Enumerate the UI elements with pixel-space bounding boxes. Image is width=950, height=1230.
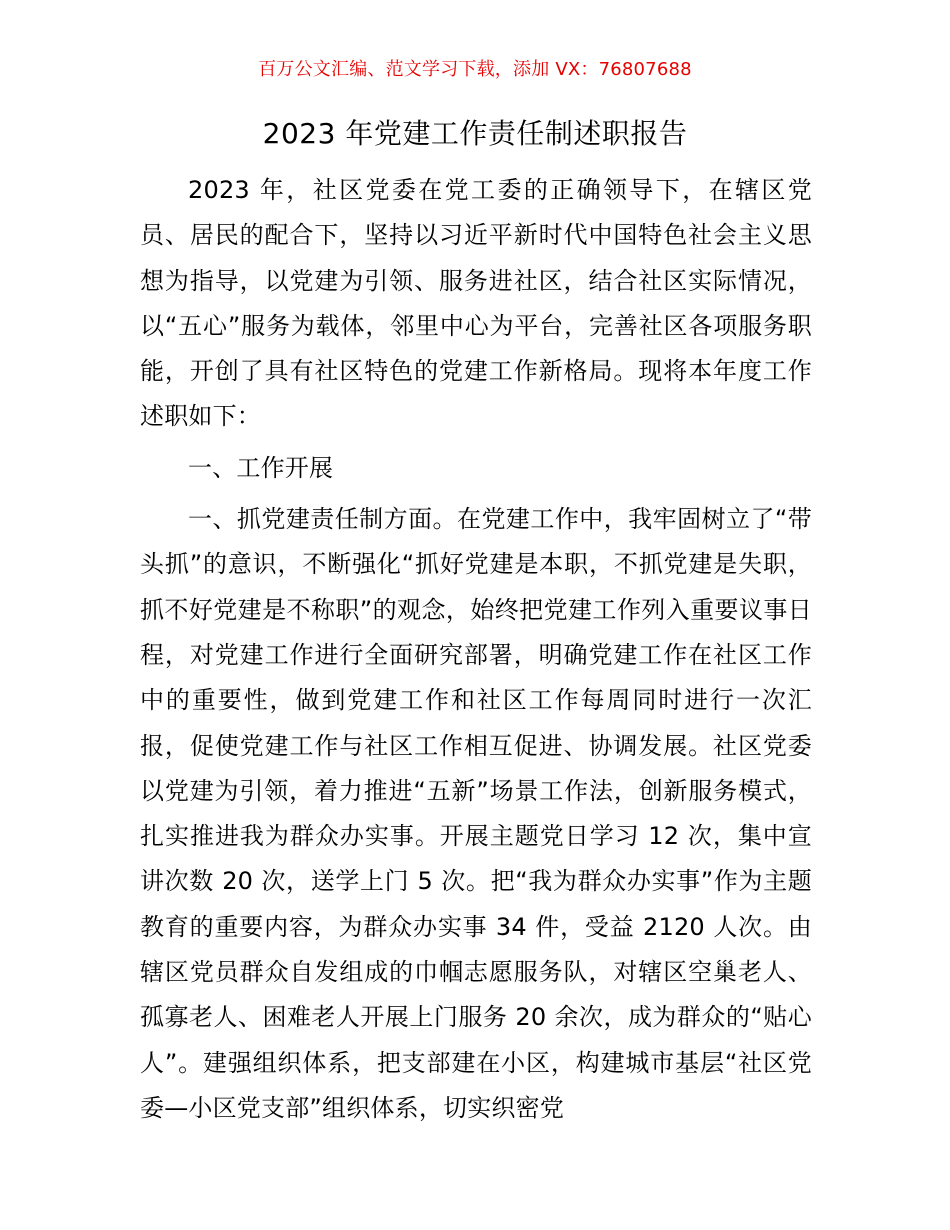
paragraph-intro: 2023 年，社区党委在党工委的正确领导下，在辖区党员、居民的配合下，坚持以习近平新时代中国特色社会主义思想为指导，以党建为引领、服务进社区，结合社区实际情况，以“五心”服务为载体，邻里中心为平台，完善社区各项服务职能，开创了具有社区特色的党建工作新格局。现将本年度工作述职如下： (140, 176, 812, 431)
document-body (140, 168, 812, 1131)
section-heading: 一、工作开展 (188, 453, 334, 482)
header-banner: 百万公文汇编、范文学习下载，添加 VX：76807688 (258, 59, 692, 80)
paragraph-party-building: 一、抓党建责任制方面。在党建工作中，我牢固树立了“带头抓”的意识，不断强化“抓好党建是本职，不抓党建是失职，抓不好党建是不称职”的观念，始终把党建工作列入重要议事日程，对党建工作进行全面研究部署，明确党建工作在社区工作中的重要性，做到党建工作和社区工作每周同时进行一次汇报，促使党建工作与社区工作相互促进、协调发展。社区党委以党建为引领，着力推进“五新”场景工作法，创新服务模式，扎实推进我为群众办实事。开展主题党日学习 12 次，集中宣讲次数 20 次，送学上门 5 次。把“我为群众办实事”作为主题教育的重要内容，为群众办实事 34 件，受益 2120 人次。由辖区党员群众自发组成的巾帼志愿服务队，对辖区空巢老人、孤寡老人、困难老人开展上门服务 20 余次，成为群众的“贴心人”。建强组织体系，把支部建在小区，构建城市基层“社区党委—小区党支部”组织体系，切实织密党 (140, 505, 812, 1122)
document-title: 2023 年党建工作责任制述职报告 (262, 117, 688, 150)
